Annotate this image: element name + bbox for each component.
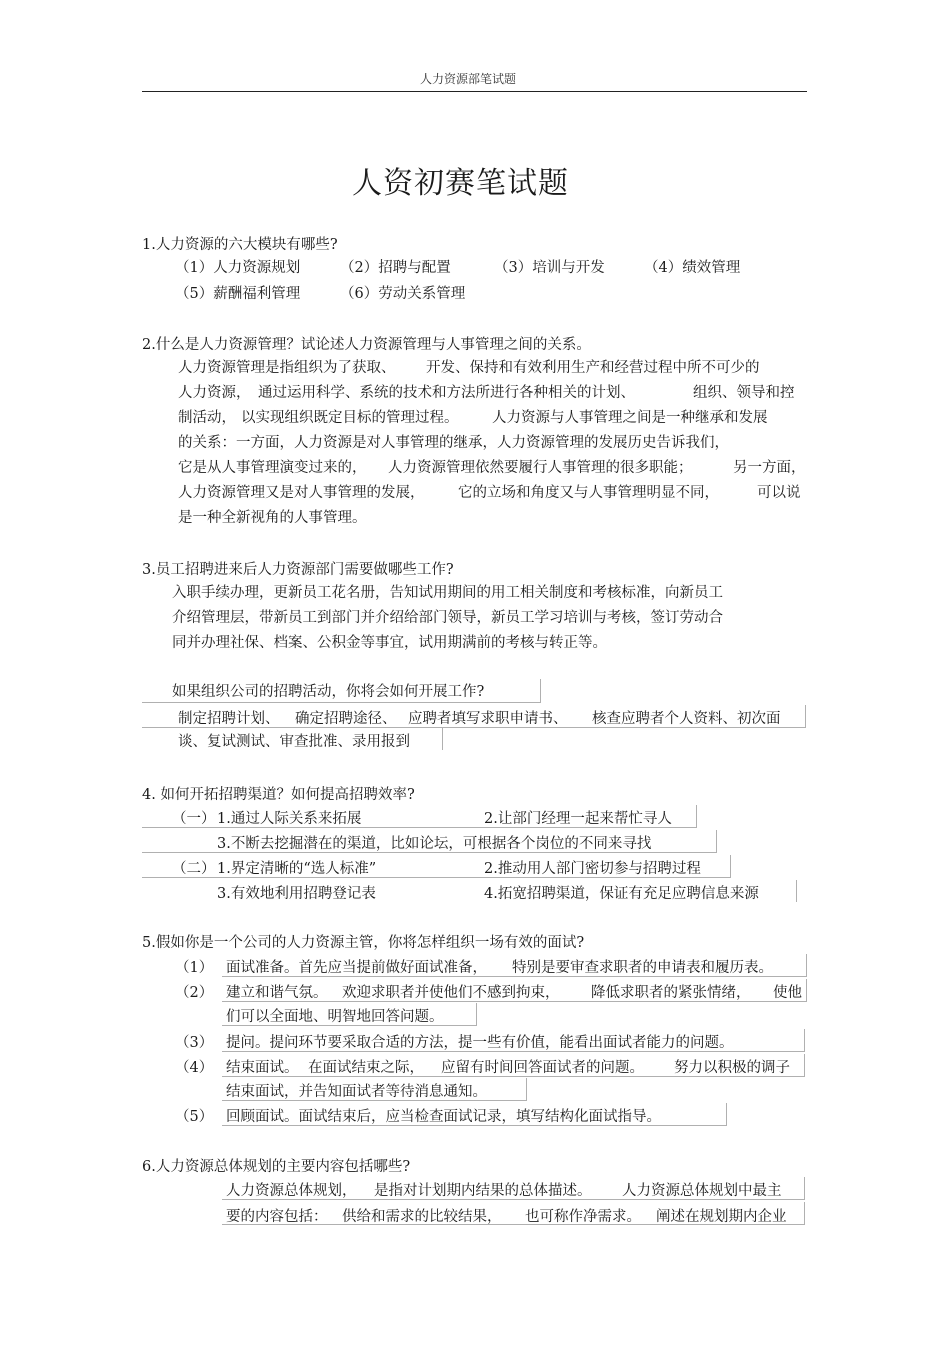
q5-text: 面试准备。首先应当提前做好面试准备， <box>226 960 487 976</box>
q5-item-number: （1） <box>175 960 214 976</box>
q5-text: 应留有时间回答面试者的问题。 <box>441 1060 644 1076</box>
question-5: 5.假如你是一个公司的人力资源主管，你将怎样组织一场有效的面试? <box>142 935 585 951</box>
q5-text: 建立和谐气氛。 <box>226 985 328 1001</box>
q2-text: 它是从人事管理演变过来的， <box>178 460 367 476</box>
q1-module-6: （6）劳动关系管理 <box>340 286 466 302</box>
q2-text: 开发、保持和有效利用生产和经营过程中所不可少的 <box>426 360 760 376</box>
q6-text: 人力资源总体规划中最主 <box>622 1183 782 1199</box>
table-cell-border <box>222 1003 477 1026</box>
q3-text: 介绍管理层，带新员工到部门并介绍给部门领导，新员工学习培训与考核，签订劳动合 <box>172 610 723 626</box>
q4-text: 4.拓宽招聘渠道，保证有充足应聘信息来源 <box>484 886 759 902</box>
table-cell-border <box>142 679 541 703</box>
q5-text: 欢迎求职者并使他们不感到拘束， <box>342 985 560 1001</box>
q2-text: 另一方面， <box>733 460 806 476</box>
q1-module-5: （5）薪酬福利管理 <box>175 286 301 302</box>
q5-text: 努力以积极的调子 <box>674 1060 790 1076</box>
q2-text: 人力资源管理又是对人事管理的发展， <box>178 485 425 501</box>
q1-module-1: （1）人力资源规划 <box>175 260 301 276</box>
q5-text: 降低求职者的紧张情绪， <box>591 985 751 1001</box>
q5-text: 使他 <box>773 985 802 1001</box>
q5-text: 结束面试。 <box>226 1060 299 1076</box>
question-1: 1.人力资源的六大模块有哪些? <box>142 237 338 253</box>
q5-text: 结束面试，并告知面试者等待消息通知。 <box>226 1084 487 1100</box>
q5-text: 在面试结束之际， <box>308 1060 424 1076</box>
q2-text: 通过运用科学、系统的技术和方法所进行各种相关的计划、 <box>258 385 635 401</box>
q1-module-3: （3）培训与开发 <box>494 260 605 276</box>
q2-text: 制活动， <box>178 410 236 426</box>
q3-sub-text: 确定招聘途径、 <box>295 711 397 727</box>
q4-text: 2.推动用人部门密切参与招聘过程 <box>484 861 701 877</box>
table-cell-border <box>796 880 797 902</box>
q5-text: 特别是要审查求职者的申请表和履历表。 <box>512 960 773 976</box>
question-2: 2.什么是人力资源管理？试论述人力资源管理与人事管理之间的关系。 <box>142 337 591 353</box>
question-3: 3.员工招聘进来后人力资源部门需要做哪些工作? <box>142 562 454 578</box>
question-6: 6.人力资源总体规划的主要内容包括哪些? <box>142 1159 411 1175</box>
q2-text: 人力资源， <box>178 385 251 401</box>
q5-text: 提问。提问环节要采取合适的方法，提一些有价值，能看出面试者能力的问题。 <box>226 1035 734 1051</box>
q2-text: 人力资源管理是指组织为了获取、 <box>178 360 396 376</box>
q6-text: 是指对计划期内结果的总体描述。 <box>374 1183 592 1199</box>
table-cell-border <box>142 830 717 853</box>
q4-text: 2.让部门经理一起来帮忙寻人 <box>484 811 672 827</box>
q4-text: 3.有效地利用招聘登记表 <box>217 886 376 902</box>
q2-text: 它的立场和角度又与人事管理明显不同， <box>458 485 719 501</box>
running-header: 人力资源部笔试题 <box>420 72 517 86</box>
q6-text: 阐述在规划期内企业 <box>656 1209 787 1225</box>
q2-text: 人力资源管理依然要履行人事管理的很多职能； <box>388 460 693 476</box>
q2-text: 的关系：一方面，人力资源是对人事管理的继承，人力资源管理的发展历史告诉我们， <box>178 435 729 451</box>
q3-sub-text: 核查应聘者个人资料、初次面 <box>592 711 781 727</box>
q5-text: 回顾面试。面试结束后，应当检查面试记录，填写结构化面试指导。 <box>226 1109 661 1125</box>
table-cell-border <box>142 705 806 728</box>
q5-item-number: （3） <box>175 1035 214 1051</box>
q4-text: 1.通过人际关系来拓展 <box>217 811 362 827</box>
q3-text: 入职手续办理，更新员工花名册，告知试用期间的用工相关制度和考核标准，向新员工 <box>172 585 723 601</box>
table-cell-border <box>142 805 697 828</box>
q5-item-number: （5） <box>175 1109 214 1125</box>
q2-text: 人力资源与人事管理之间是一种继承和发展 <box>492 410 768 426</box>
q2-text: 可以说 <box>757 485 801 501</box>
q4-text: 1.界定清晰的“选人标准” <box>217 861 377 877</box>
table-cell-border <box>222 1078 527 1101</box>
q2-text: 是一种全新视角的人事管理。 <box>178 510 367 526</box>
q6-text: 供给和需求的比较结果， <box>342 1209 502 1225</box>
q5-text: 们可以全面地、明智地回答问题。 <box>226 1009 444 1025</box>
table-cell-border <box>222 1029 805 1052</box>
table-cell-border <box>142 855 731 878</box>
q6-text: 也可称作净需求。 <box>525 1209 641 1225</box>
page-title: 人资初赛笔试题 <box>352 166 569 201</box>
q4-text: 3.不断去挖掘潜在的渠道，比如论坛，可根据各个岗位的不同来寻找 <box>217 836 652 852</box>
q6-text: 要的内容包括： <box>226 1209 328 1225</box>
q4-group-label: （二） <box>172 861 216 877</box>
q5-item-number: （4） <box>175 1060 214 1076</box>
question-4: 4. 如何开拓招聘渠道？如何提高招聘效率? <box>142 787 415 803</box>
q6-text: 人力资源总体规划， <box>226 1183 357 1199</box>
q3-sub-text: 应聘者填写求职申请书、 <box>408 711 568 727</box>
table-cell-border <box>222 1177 805 1200</box>
q1-module-4: （4）绩效管理 <box>644 260 741 276</box>
q3-sub-question: 如果组织公司的招聘活动，你将会如何开展工作? <box>172 684 485 700</box>
q5-item-number: （2） <box>175 985 214 1001</box>
q1-module-2: （2）招聘与配置 <box>340 260 451 276</box>
q3-sub-text: 制定招聘计划、 <box>178 711 280 727</box>
header-rule <box>142 91 807 92</box>
q2-text: 以实现组织既定目标的管理过程。 <box>241 410 459 426</box>
table-cell-border <box>222 1202 805 1225</box>
table-cell-border <box>222 954 807 977</box>
q2-text: 组织、领导和控 <box>693 385 795 401</box>
table-cell-border <box>222 979 807 1002</box>
q3-sub-text: 谈、复试测试、审查批准、录用报到 <box>178 734 410 750</box>
table-cell-border <box>222 1054 805 1077</box>
q4-group-label: （一） <box>172 811 216 827</box>
table-cell-border <box>442 728 443 750</box>
table-cell-border <box>222 1103 727 1126</box>
q3-text: 同并办理社保、档案、公积金等事宜，试用期满前的考核与转正等。 <box>172 635 607 651</box>
